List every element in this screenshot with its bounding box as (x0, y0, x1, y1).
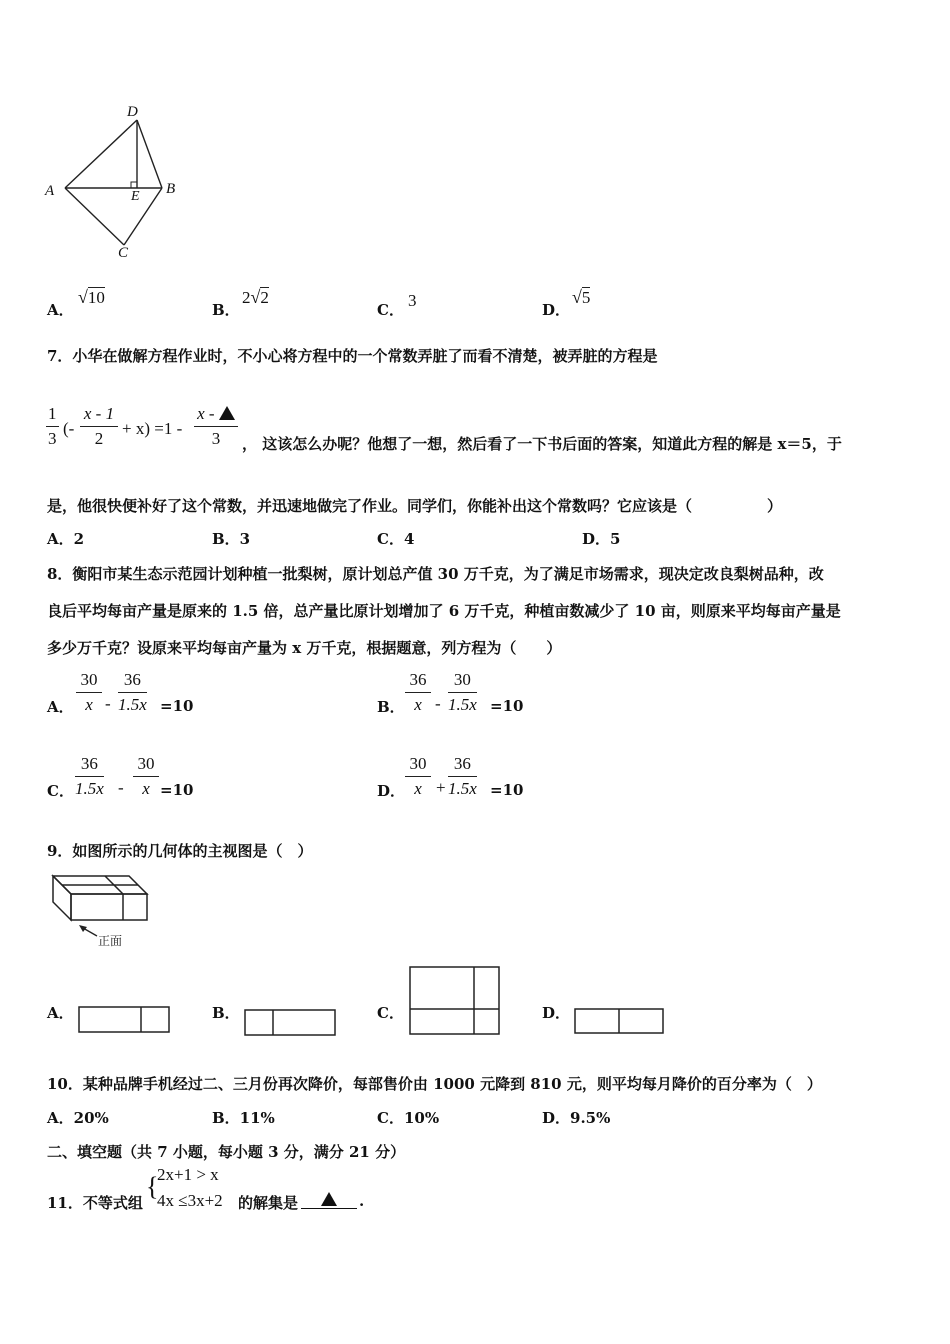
q11-inequality-1: 2x+1 > x (157, 1165, 219, 1184)
q6-option-c-value: 3 (408, 291, 417, 310)
q8-line3: 多少万千克？设原来平均每亩产量为 x 万千克，根据题意，列方程为（ ） (47, 639, 562, 657)
denominator: x (414, 695, 422, 714)
q8-d-rhs: =10 (490, 781, 524, 799)
q11-inequality-2: 4x ≤3x+2 (157, 1191, 223, 1210)
numerator: 36 (75, 754, 104, 777)
q8-b-fraction-1 (405, 670, 431, 715)
denominator: 1.5x (118, 695, 147, 714)
q8-b-rhs: =10 (490, 697, 524, 715)
q8-a-operator: - (105, 694, 111, 713)
q8-a-fraction-1 (76, 670, 102, 715)
label-d: D (127, 104, 138, 120)
q7-middle: + x) =1 - (122, 419, 183, 438)
q7-coef-fraction (46, 404, 59, 449)
q7-continuation: ， 这该怎么办呢？他想了一想，然后看了一下书后面的答案，知道此方程的解是 x＝5，于 (242, 435, 842, 453)
q10-stem: 10．某种品牌手机经过二、三月份再次降价，每部售价由 1000 元降到 810 元，则平均每月降价的百分率为（ ） (47, 1075, 822, 1093)
q7-stem: 7．小华在做解方程作业时，不小心将方程中的一个常数弄脏了而看不清楚，被弄脏的方程是 (47, 347, 658, 365)
denominator: x (414, 779, 422, 798)
q7-open-paren: (- (63, 419, 75, 438)
q10-option-a[interactable]: A．20% (47, 1109, 109, 1127)
smudge-triangle-icon (219, 406, 235, 420)
q6-option-c-label[interactable]: C． (377, 301, 404, 319)
numerator: 36 (448, 754, 477, 777)
denominator: x (85, 695, 93, 714)
q11-end: . (359, 1192, 365, 1210)
outline-rect (410, 967, 499, 1034)
label-a: A (45, 183, 55, 199)
q8-c-fraction-2 (133, 754, 159, 799)
q8-d-fraction-2 (448, 754, 477, 799)
q8-option-d-label[interactable]: D． (377, 782, 406, 800)
front-label: 正面 (98, 934, 123, 948)
q8-d-fraction-1 (405, 754, 431, 799)
q9-option-c-label[interactable]: C． (377, 1004, 404, 1022)
numerator: 1 (46, 404, 59, 427)
numerator: 30 (448, 670, 477, 693)
q10-option-b[interactable]: B．11% (212, 1109, 275, 1127)
numerator: 30 (133, 754, 159, 777)
denominator: 3 (48, 429, 57, 448)
q7-option-a[interactable]: A．2 (47, 530, 85, 548)
label-e: E (131, 189, 140, 204)
q9-option-c-figure (409, 966, 501, 1036)
label-b: B (166, 181, 176, 197)
q7-fraction-1 (80, 404, 118, 449)
q8-a-rhs: =10 (160, 697, 194, 715)
q9-option-a-figure (78, 1006, 171, 1034)
coefficient: 2 (242, 288, 251, 307)
label-c: C (118, 245, 129, 261)
q8-option-b-label[interactable]: B． (377, 698, 405, 716)
sqrt-icon: √ (250, 287, 261, 307)
q8-option-c-label[interactable]: C． (47, 782, 74, 800)
numerator (194, 404, 238, 427)
q9-option-d-figure (574, 1008, 665, 1035)
q10-option-c[interactable]: C．10% (377, 1109, 440, 1127)
q8-d-operator: + (436, 778, 446, 797)
denominator: 1.5x (75, 779, 104, 798)
q8-c-operator: - (118, 778, 124, 797)
front-face (71, 894, 147, 920)
q10-option-d[interactable]: D．9.5% (542, 1109, 611, 1127)
q8-line1: 8．衡阳市某生态示范园计划种植一批梨树，原计划总产值 30 万千克，为了满足市场需求，现决定改良梨树品种，改 (47, 565, 824, 583)
outline-rect (245, 1010, 335, 1035)
q8-a-fraction-2 (118, 670, 147, 715)
right-angle-mark (131, 182, 137, 188)
q6-option-b-label[interactable]: B． (212, 301, 240, 319)
radicand: 10 (87, 288, 105, 307)
sqrt-icon: √ (572, 287, 582, 307)
sqrt-icon: √ (78, 287, 88, 307)
q8-c-fraction-1 (75, 754, 104, 799)
q7-option-b[interactable]: B．3 (212, 530, 251, 548)
q7-option-c[interactable]: C．4 (377, 530, 415, 548)
q6-option-a-label[interactable]: A． (47, 301, 74, 319)
q7-fraction-2 (194, 404, 238, 449)
q9-option-d-label[interactable]: D． (542, 1004, 571, 1022)
q11-prefix: 11．不等式组 (47, 1194, 143, 1212)
q8-b-fraction-2 (448, 670, 477, 715)
q11-suffix: 的解集是 (238, 1194, 299, 1212)
segment-ad (65, 120, 137, 188)
segment-cb (124, 188, 162, 245)
blank-triangle-icon (321, 1192, 337, 1206)
denominator: 1.5x (448, 695, 477, 714)
q8-line2: 良后平均每亩产量是原来的 1.5 倍，总产量比原计划增加了 6 万千克，种植亩数减少了 10 亩，则原来平均每亩产量是 (47, 602, 841, 620)
q9-option-a-label[interactable]: A． (47, 1004, 74, 1022)
denominator: 1.5x (448, 779, 477, 798)
q9-stem: 9．如图所示的几何体的主视图是（ ） (47, 842, 313, 860)
segment-db (137, 120, 162, 188)
q8-c-rhs: =10 (160, 781, 194, 799)
q6-option-d-value (572, 287, 590, 308)
left-face (53, 876, 71, 920)
radicand: 5 (581, 288, 591, 307)
q6-option-b-value (242, 287, 269, 308)
denominator: 3 (211, 429, 221, 448)
radicand: 2 (260, 288, 269, 307)
q6-option-d-label[interactable]: D． (542, 301, 571, 319)
outline-rect (79, 1007, 169, 1032)
q8-option-a-label[interactable]: A． (47, 698, 74, 716)
q8-b-operator: - (435, 694, 441, 713)
q9-option-b-figure (244, 1009, 337, 1037)
q7-option-d[interactable]: D．5 (582, 530, 621, 548)
q9-option-b-label[interactable]: B． (212, 1004, 240, 1022)
denominator: 2 (94, 429, 104, 448)
numerator: 36 (405, 670, 431, 693)
numerator: 30 (76, 670, 102, 693)
q7-line3: 是，他很快便补好了这个常数，并迅速地做完了作业。同学们，你能补出这个常数吗？它应该是（ ） (47, 497, 783, 515)
numerator: x - 1 (80, 404, 118, 427)
brace-icon: { (146, 1172, 159, 1201)
section2-heading: 二、填空题（共 7 小题，每小题 3 分，满分 21 分） (47, 1143, 406, 1161)
numerator: 36 (118, 670, 147, 693)
q6-option-a-value (78, 287, 105, 308)
q11-answer-blank[interactable] (301, 1190, 357, 1209)
denominator: x (142, 779, 150, 798)
segment-ac (65, 188, 124, 245)
numerator-text: x - (197, 404, 215, 423)
arrow-head-icon (79, 925, 87, 932)
numerator: 30 (405, 754, 431, 777)
